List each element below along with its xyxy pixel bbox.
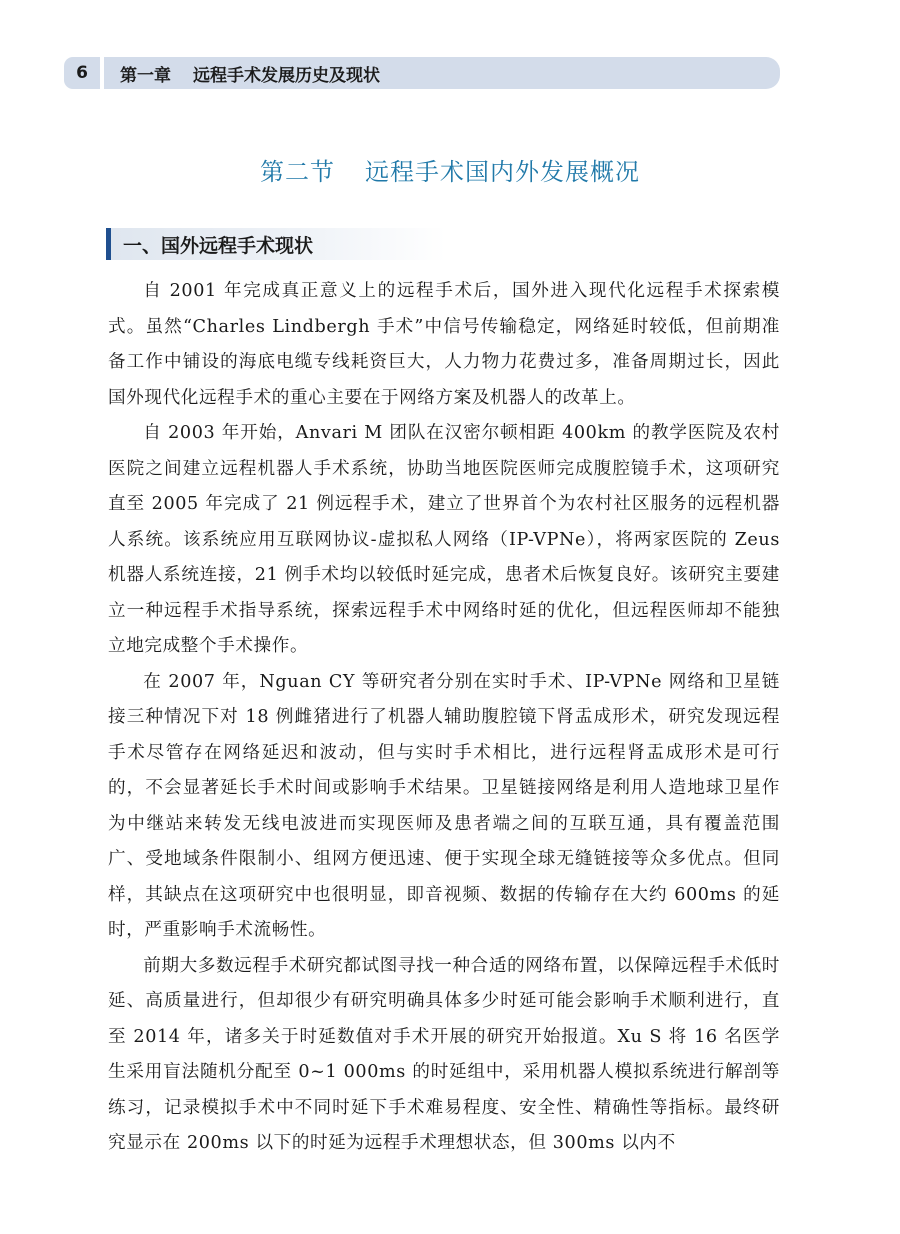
section-number: 第二节	[260, 158, 335, 186]
paragraph: 自 2001 年完成真正意义上的远程手术后，国外进入现代化远程手术探索模式。虽然“Charles Lindbergh 手术”中信号传输稳定，网络延时较低，但前期准备工作中铺设的海底电缆专线耗资巨大，人力物力花费过多，准备周期过长，因此国外现代化远程手术的重心主要在于网络方案及机器人的改革上。	[108, 281, 780, 408]
section-title	[0, 152, 900, 187]
section-title-text: 远程手术国内外发展概况	[365, 158, 640, 186]
running-header	[64, 57, 780, 89]
paragraph: 在 2007 年，Nguan CY 等研究者分别在实时手术、IP-VPNe 网络和卫星链接三种情况下对 18 例雌猪进行了机器人辅助腹腔镜下肾盂成形术，研究发现远程手术尽管存在网络延迟和波动，但与实时手术相比，进行远程肾盂成形术是可行的，不会显著延长手术时间或影响手术结果。卫星链接网络是利用人造地球卫星作为中继站来转发无线电波进而实现医师及患者端之间的互联互通，具有覆盖范围广、受地域条件限制小、组网方便迅速、便于实现全球无缝链接等众多优点。但同样，其缺点在这项研究中也很明显，即音视频、数据的传输存在大约 600ms 的延时，严重影响手术流畅性。	[108, 671, 780, 940]
chapter-title: 远程手术发展历史及现状	[193, 65, 380, 86]
subsection-heading-text: 一、国外远程手术现状	[123, 234, 314, 257]
page-number: 6	[64, 57, 100, 89]
subsection-heading	[106, 228, 446, 260]
paragraph: 自 2003 年开始，Anvari M 团队在汉密尔顿相距 400km 的教学医院及农村医院之间建立远程机器人手术系统，协助当地医院医师完成腹腔镜手术，这项研究直至 2005 年完成了 21 例远程手术，建立了世界首个为农村社区服务的远程机器人系统。该系统应用互联网协议-虚拟私人网络（IP-VPNe），将两家医院的 Zeus 机器人系统连接，21 例手术均以较低时延完成，患者术后恢复良好。该研究主要建立一种远程手术指导系统，探索远程手术中网络时延的优化，但远程医师却不能独立地完成整个手术操作。	[108, 423, 780, 656]
chapter-header-bar	[104, 57, 780, 89]
chapter-label: 第一章	[120, 65, 171, 86]
paragraph: 前期大多数远程手术研究都试图寻找一种合适的网络布置，以保障远程手术低时延、高质量进行，但却很少有研究明确具体多少时延可能会影响手术顺利进行，直至 2014 年，诸多关于时延数值对手术开展的研究开始报道。Xu S 将 16 名医学生采用盲法随机分配至 0~1 000ms 的时延组中，采用机器人模拟系统进行解剖等练习，记录模拟手术中不同时延下手术难易程度、安全性、精确性等指标。最终研究显示在 200ms 以下的时延为远程手术理想状态，但 300ms 以内不	[108, 955, 780, 1153]
body-text	[108, 274, 780, 1162]
